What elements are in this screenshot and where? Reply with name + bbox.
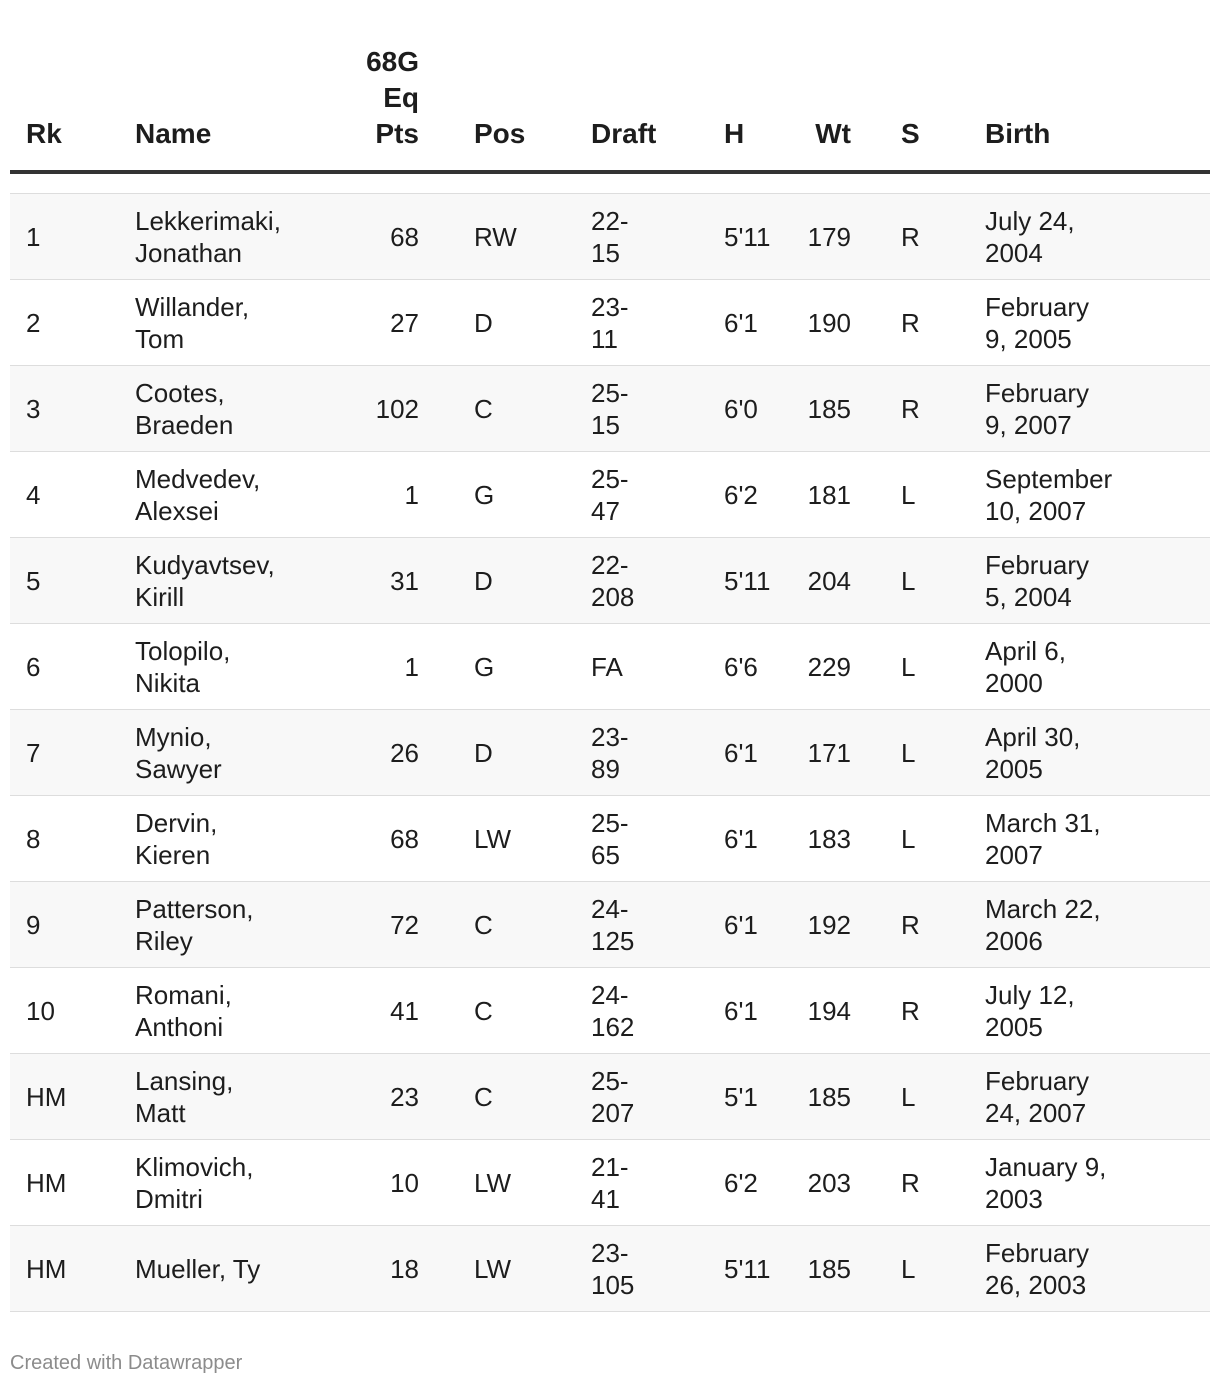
column-header-height: H [724,118,745,149]
cell-height: 6'6 [724,651,758,682]
table-header [10,0,1210,174]
cell-height: 6'0 [724,393,758,424]
cell-name: Klimovich, Dmitri [135,1151,254,1214]
cell-rank: 3 [26,393,41,424]
cell-position: C [474,393,493,424]
cell-points: 23 [390,1081,419,1112]
cell-birth: February 9, 2007 [985,377,1090,440]
cell-points: 18 [390,1253,419,1284]
table-row [10,452,1210,538]
cell-draft: 22- 15 [591,205,629,268]
cell-height: 6'2 [724,1167,758,1198]
cell-shoots: R [901,307,920,338]
cell-position: C [474,1081,493,1112]
cell-position: C [474,909,493,940]
cell-weight: 203 [807,1167,851,1198]
table-row [10,1140,1210,1226]
cell-rank: HM [26,1167,67,1198]
table-row [10,280,1210,366]
cell-birth: February 9, 2005 [985,291,1090,354]
cell-height: 5'11 [724,1253,771,1284]
cell-position: LW [474,823,512,854]
cell-position: G [474,479,495,510]
cell-shoots: R [901,995,920,1026]
column-header-points: 68G Eq Pts [366,46,419,149]
column-header-birth: Birth [985,118,1051,149]
cell-height: 6'1 [724,737,758,768]
cell-rank: 2 [26,307,41,338]
cell-birth: February 5, 2004 [985,549,1090,612]
cell-points: 1 [404,479,419,510]
cell-draft: 24- 162 [591,979,635,1042]
cell-name: Mueller, Ty [135,1253,261,1284]
cell-points: 10 [390,1167,419,1198]
table-row [10,710,1210,796]
cell-shoots: R [901,221,920,252]
cell-draft: 25- 65 [591,807,629,870]
cell-birth: March 22, 2006 [985,893,1101,956]
cell-weight: 183 [807,823,851,854]
cell-rank: 9 [26,909,41,940]
cell-rank: 6 [26,651,41,682]
cell-shoots: R [901,1167,920,1198]
cell-height: 6'1 [724,823,758,854]
cell-rank: 10 [26,995,55,1026]
column-header-weight: Wt [815,118,851,149]
cell-birth: September 10, 2007 [985,463,1113,526]
cell-weight: 181 [807,479,851,510]
cell-position: G [474,651,495,682]
cell-name: Willander, Tom [135,291,250,354]
cell-name: Lansing, Matt [135,1065,234,1128]
cell-shoots: L [901,823,916,854]
cell-name: Mynio, Sawyer [135,721,222,784]
table-row [10,624,1210,710]
cell-height: 5'11 [724,565,771,596]
cell-shoots: R [901,393,920,424]
cell-draft: 24- 125 [591,893,635,956]
cell-weight: 185 [807,393,851,424]
footer-credit: Created with Datawrapper [10,1352,243,1374]
cell-shoots: L [901,737,916,768]
cell-birth: February 26, 2003 [985,1237,1090,1300]
cell-height: 5'1 [724,1081,758,1112]
cell-position: D [474,307,493,338]
cell-shoots: L [901,565,916,596]
cell-shoots: L [901,479,916,510]
cell-rank: HM [26,1081,67,1112]
cell-position: RW [474,221,517,252]
column-header-draft: Draft [591,118,657,149]
cell-name: Tolopilo, Nikita [135,635,231,698]
cell-weight: 204 [807,565,851,596]
cell-name: Kudyavtsev, Kirill [135,549,275,612]
table-row [10,882,1210,968]
cell-position: D [474,737,493,768]
cell-draft: 21- 41 [591,1151,629,1214]
cell-name: Medvedev, Alexsei [135,463,261,526]
cell-name: Cootes, Braeden [135,377,234,440]
cell-rank: 7 [26,737,41,768]
cell-draft: FA [591,651,623,682]
header-spacer [10,174,1210,194]
cell-shoots: L [901,651,916,682]
cell-rank: 1 [26,221,41,252]
cell-weight: 194 [807,995,851,1026]
cell-name: Romani, Anthoni [135,979,232,1042]
cell-draft: 25- 15 [591,377,629,440]
cell-weight: 190 [807,307,851,338]
cell-birth: July 24, 2004 [985,205,1075,268]
table-row [10,194,1210,280]
cell-weight: 185 [807,1081,851,1112]
cell-name: Patterson, Riley [135,893,254,956]
cell-birth: April 6, 2000 [985,635,1066,698]
cell-draft: 25- 207 [591,1065,635,1128]
cell-points: 41 [390,995,419,1026]
cell-name: Lekkerimaki, Jonathan [135,205,281,268]
cell-draft: 23- 11 [591,291,629,354]
cell-rank: 5 [26,565,41,596]
cell-birth: March 31, 2007 [985,807,1101,870]
table-row [10,538,1210,624]
cell-points: 68 [390,221,419,252]
table-row [10,1226,1210,1312]
cell-weight: 229 [807,651,851,682]
cell-rank: HM [26,1253,67,1284]
cell-draft: 23- 89 [591,721,629,784]
cell-shoots: L [901,1081,916,1112]
cell-height: 6'1 [724,909,758,940]
cell-points: 68 [390,823,419,854]
table-body [10,194,1210,1312]
cell-position: LW [474,1167,512,1198]
column-header-rank: Rk [26,118,62,149]
cell-height: 6'1 [724,995,758,1026]
cell-draft: 22- 208 [591,549,635,612]
cell-draft: 25- 47 [591,463,629,526]
cell-draft: 23- 105 [591,1237,635,1300]
cell-birth: July 12, 2005 [985,979,1075,1042]
table-row [10,1054,1210,1140]
cell-points: 31 [390,565,419,596]
cell-height: 6'1 [724,307,758,338]
table-row [10,796,1210,882]
table-row [10,968,1210,1054]
cell-rank: 8 [26,823,41,854]
cell-name: Dervin, Kieren [135,807,218,870]
column-header-shoots: S [901,118,920,149]
cell-points: 27 [390,307,419,338]
cell-birth: January 9, 2003 [985,1151,1107,1214]
cell-position: D [474,565,493,596]
cell-points: 26 [390,737,419,768]
cell-birth: February 24, 2007 [985,1065,1090,1128]
cell-height: 5'11 [724,221,771,252]
cell-weight: 185 [807,1253,851,1284]
cell-height: 6'2 [724,479,758,510]
cell-shoots: R [901,909,920,940]
column-header-position: Pos [474,118,526,149]
cell-weight: 179 [807,221,851,252]
cell-points: 1 [404,651,419,682]
cell-weight: 171 [807,737,851,768]
cell-points: 72 [390,909,419,940]
data-table [10,0,1210,1312]
cell-points: 102 [375,393,419,424]
table-row [10,366,1210,452]
cell-shoots: L [901,1253,916,1284]
cell-weight: 192 [807,909,851,940]
cell-position: C [474,995,493,1026]
column-header-name: Name [135,118,212,149]
cell-position: LW [474,1253,512,1284]
cell-rank: 4 [26,479,41,510]
cell-birth: April 30, 2005 [985,721,1081,784]
